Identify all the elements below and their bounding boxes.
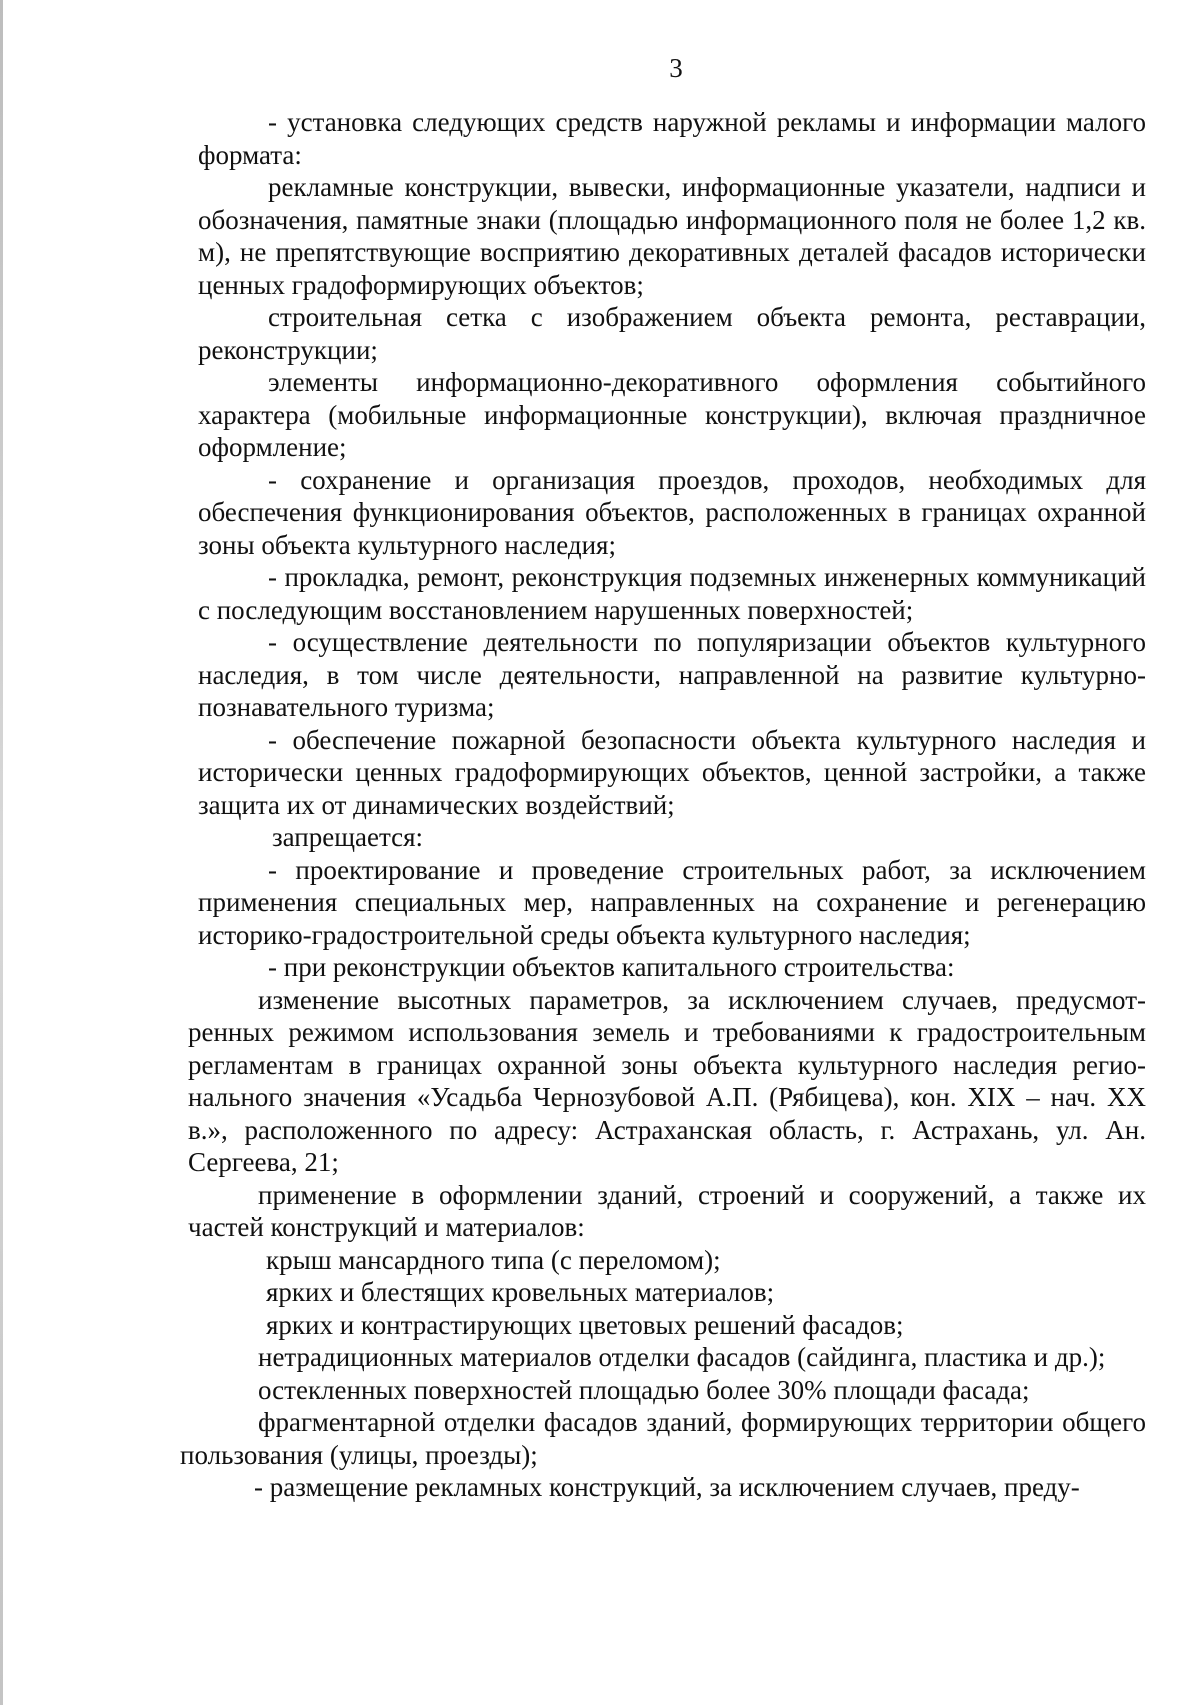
- paragraph: - размещение рекламных конструкций, за исключением случаев, преду-: [254, 1472, 1080, 1502]
- paragraph: элементы информационно-декоративного оформления событийного характера (мобильные информационные конструкции), включая праздничное оформление;: [198, 367, 1146, 462]
- paragraph: - установка следующих средств наружной рекламы и информации малого формата:: [198, 107, 1146, 170]
- paragraph: ярких и блестящих кровельных материалов;: [266, 1277, 775, 1307]
- paragraph: ярких и контрастирующих цветовых решений фасадов;: [266, 1309, 904, 1340]
- paragraph: изменение высотных параметров, за исключением случаев, предусмот-ренных режимом использования земель и требованиями к градостроительным регламентам в границах охранной зоны объекта культурного наследия регио-нального значения «Усадьба Чернозубовой А.П. (Рябицева), кон. XIX – нач. XX в.», расположенного по адресу: Астраханская область, г. Астрахань, ул. Ан. Сергеева, 21;: [188, 984, 1146, 1177]
- paragraph: - при реконструкции объектов капитального строительства:: [268, 952, 955, 982]
- paragraph: - сохранение и организация проездов, проходов, необходимых для обеспечения функционирования объектов, расположенных в границах охранной зоны объекта культурного наследия;: [198, 464, 1146, 560]
- paragraph: - осуществление деятельности по популяризации объектов культурного наследия, в том числе деятельности, направленной на развитие культурно-познавательного туризма;: [198, 627, 1146, 722]
- paragraph: крыш мансардного типа (с переломом);: [266, 1244, 721, 1275]
- paragraph: - проектирование и проведение строительных работ, за исключением применения специальных мер, направленных на сохранение и регенерацию историко-градостроительной среды объекта культурного наследия;: [198, 854, 1146, 950]
- paragraph: применение в оформлении зданий, строений и сооружений, а также их частей конструкций и материалов:: [188, 1179, 1146, 1242]
- paragraph: - прокладка, ремонт, реконструкция подземных инженерных коммуникаций с последующим восстановлением нарушенных поверхностей;: [198, 562, 1146, 625]
- paragraph: строительная сетка с изображением объекта ремонта, реставрации, реконструкции;: [198, 302, 1146, 365]
- page-number: 3: [669, 53, 683, 83]
- paragraph: запрещается:: [272, 822, 424, 852]
- scan-edge-shadow: [0, 0, 3, 1705]
- paragraph: - обеспечение пожарной безопасности объекта культурного наследия и исторически ценных градоформирующих объектов, ценной застройки, а также защита их от динамических воздействий;: [198, 724, 1146, 820]
- paragraph: рекламные конструкции, вывески, информационные указатели, надписи и обозначения, памятные знаки (площадью информационного поля не более 1,2 кв. м), не препятствующие восприятию декоративных деталей фасадов исторически ценных градоформирующих объектов;: [198, 172, 1146, 300]
- document-body: [180, 106, 1146, 1504]
- paragraph: остекленных поверхностей площадью более 30% площади фасада;: [258, 1374, 1030, 1405]
- paragraph: фрагментарной отделки фасадов зданий, формирующих территории общего пользования (улицы, проезды);: [180, 1407, 1146, 1470]
- paragraph: нетрадиционных материалов отделки фасадов (сайдинга, пластика и др.);: [258, 1342, 1106, 1372]
